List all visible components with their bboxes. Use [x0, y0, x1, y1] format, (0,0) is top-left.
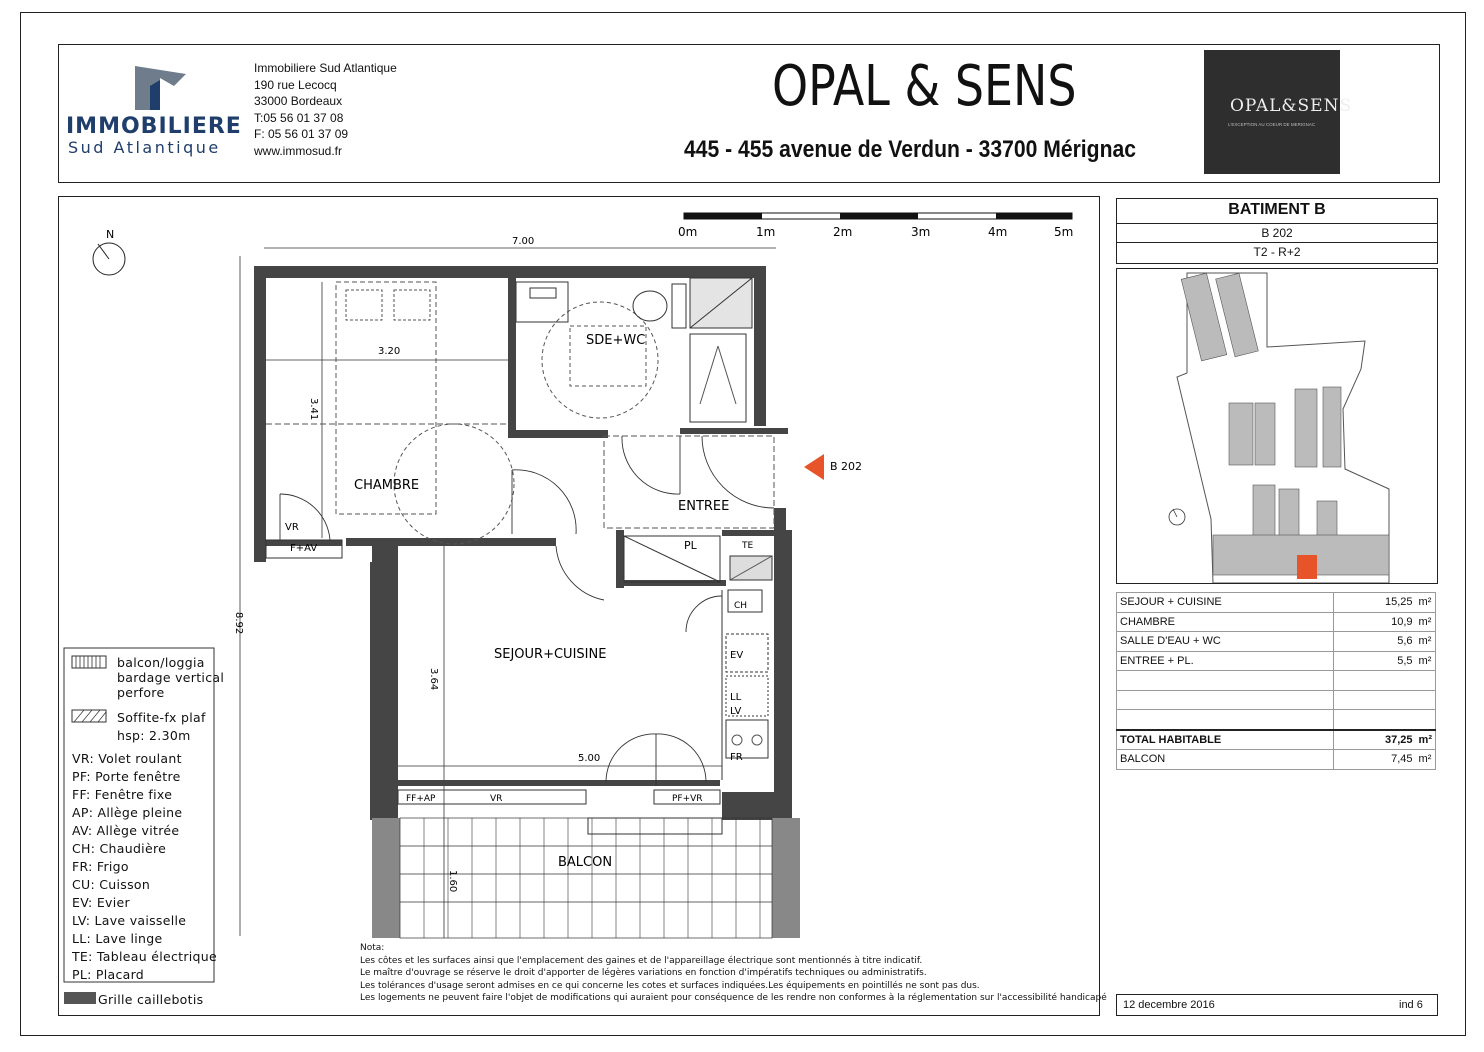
surface-area: 5,5 — [1333, 651, 1415, 671]
dim-living-height: 3.64 — [428, 668, 439, 691]
tag-ch: CH — [734, 601, 748, 611]
legend-abbr-ap: AP: Allège pleine — [72, 805, 183, 820]
surface-area: 10,9 — [1333, 612, 1415, 632]
scale-label-1: 1m — [756, 225, 776, 239]
unit-divider-2 — [1117, 242, 1437, 243]
tag-fav: F+AV — [290, 543, 318, 554]
legend-abbr-pf: PF: Porte fenêtre — [72, 769, 181, 784]
unit-divider-1 — [1117, 223, 1437, 224]
surface-unit: m² — [1416, 651, 1436, 671]
badge-sub-text: L'EXCEPTION AU COEUR DE MERIGNAC — [1228, 122, 1316, 127]
tag-lv: LV — [730, 706, 742, 717]
badge-main-text: OPAL&SENS — [1230, 96, 1353, 116]
walls — [254, 266, 792, 820]
legend-soffite-2: hsp: 2.30m — [117, 728, 191, 743]
building-label: BATIMENT B — [1228, 201, 1326, 218]
dim-left: 8.92 — [233, 612, 244, 635]
surface-area: 15,25 — [1333, 593, 1415, 613]
project-title: OPAL & SENS — [772, 54, 1077, 119]
balcon-unit: m² — [1416, 750, 1436, 770]
unit-type: T2 - R+2 — [1253, 245, 1301, 259]
notes-line-1: Les côtes et les surfaces ainsi que l'emplacement des gaines et de l'appareillage électrique sont mentionnés à titre indicatif. — [360, 955, 923, 966]
table-row — [1117, 651, 1436, 671]
legend-abbr-ll: LL: Lave linge — [72, 931, 163, 946]
legend-abbr-te: TE: Tableau électrique — [72, 949, 217, 964]
table-row — [1117, 612, 1436, 632]
dim-living-width: 5.00 — [578, 753, 601, 764]
dim-balcony: 1.60 — [447, 870, 458, 893]
table-row-empty — [1117, 690, 1436, 710]
surface-unit: m² — [1416, 612, 1436, 632]
tag-vr1: VR — [285, 522, 299, 533]
tag-pl: PL — [684, 539, 697, 552]
surfaces-table — [1116, 592, 1436, 770]
tag-vr2: VR — [490, 794, 503, 804]
legend-grille: Grille caillebotis — [98, 992, 204, 1007]
surface-area: 5,6 — [1333, 632, 1415, 652]
tag-pfvr: PF+VR — [672, 794, 703, 804]
table-row-balcon — [1117, 750, 1436, 770]
north-needle-icon — [98, 244, 109, 259]
table-row — [1117, 632, 1436, 652]
furniture — [266, 278, 774, 780]
north-label: N — [106, 228, 115, 241]
room-sejour: SEJOUR+CUISINE — [494, 647, 607, 662]
scale-label-0: 0m — [678, 225, 698, 239]
total-label: TOTAL HABITABLE — [1117, 730, 1334, 750]
room-balcon: BALCON — [558, 855, 613, 870]
table-row-empty — [1117, 671, 1436, 691]
tag-ev: EV — [730, 650, 744, 661]
tag-te: TE — [742, 541, 754, 551]
table-row-total — [1117, 730, 1436, 750]
scale-label-2: 2m — [833, 225, 853, 239]
scale-label-3: 3m — [911, 225, 931, 239]
legend-abbr-av: AV: Allège vitrée — [72, 823, 180, 838]
legend-abbr-ch: CH: Chaudière — [72, 841, 167, 856]
unit-number: B 202 — [1261, 226, 1293, 240]
legend-balcon-hatch — [76, 656, 100, 668]
scale-label-4: 4m — [988, 225, 1008, 239]
notes-heading: Nota: — [360, 943, 385, 953]
surface-room: ENTREE + PL. — [1117, 651, 1334, 671]
project-address: 445 - 455 avenue de Verdun - 33700 Mérignac — [684, 136, 1136, 163]
dim-bed-height: 3.41 — [308, 398, 319, 421]
room-sde: SDE+WC — [586, 333, 646, 348]
scale-label-5: 5m — [1054, 225, 1074, 239]
room-chambre: CHAMBRE — [354, 478, 420, 493]
surface-room: SALLE D'EAU + WC — [1117, 632, 1334, 652]
legend-balcon-2: bardage vertical — [117, 670, 225, 685]
notes-line-2: Le maître d'ouvrage se réserve le droit d'apporter de légères variations en fonction d'impératifs techniques ou administratifs. — [360, 968, 927, 978]
footer-box — [1116, 994, 1438, 1016]
table-row — [1117, 593, 1436, 613]
notes-line-4: Les logements ne peuvent faire l'objet de modifications qui auraient pour conséquence de les rendre non conformes à la réglementation sur l'accessibilité handicapé — [360, 993, 1107, 1003]
legend-balcon-swatch — [72, 656, 106, 668]
unit-marker-icon — [804, 454, 824, 480]
table-row-empty — [1117, 710, 1436, 730]
surface-unit: m² — [1416, 593, 1436, 613]
legend-abbr-lv: LV: Lave vaisselle — [72, 913, 187, 928]
surface-unit: m² — [1416, 632, 1436, 652]
company-address: Immobiliere Sud Atlantique 190 rue Lecocq 33000 Bordeaux T:05 56 01 37 08 F: 05 56 01 37 09 www.immosud.fr — [254, 61, 397, 158]
tag-ll: LL — [730, 692, 742, 703]
notes-block — [360, 942, 1107, 1005]
legend-balcon-3: perfore — [117, 685, 165, 700]
tag-ffap: FF+AP — [406, 794, 436, 804]
notes-line-3: Les tolérances d'usage seront admises en ce qui concerne les cotes et surfaces indiquées.Les équipements en pointillés ne sont pas dus. — [360, 980, 980, 991]
room-entree: ENTREE — [678, 499, 730, 514]
project-badge — [1204, 50, 1353, 174]
scale-bar — [678, 213, 1073, 239]
dim-top: 7.00 — [512, 236, 535, 247]
surface-room: SEJOUR + CUISINE — [1117, 593, 1334, 613]
legend-soffite-1: Soffite-fx plaf — [117, 710, 206, 725]
surface-room: CHAMBRE — [1117, 612, 1334, 632]
logo-line1: IMMOBILIERE — [66, 114, 242, 139]
total-area: 37,25 — [1333, 730, 1415, 750]
legend-balcon-1: balcon/loggia — [117, 655, 205, 670]
legend-abbr-fr: FR: Frigo — [72, 859, 129, 874]
footer-date: 12 decembre 2016 — [1123, 999, 1215, 1011]
balcon-label: BALCON — [1117, 750, 1334, 770]
site-plan — [1117, 269, 1437, 583]
site-plan-box — [1116, 268, 1438, 584]
total-unit: m² — [1416, 730, 1436, 750]
legend-grille-swatch — [64, 992, 96, 1004]
legend-abbr-vr: VR: Volet roulant — [72, 751, 182, 766]
dim-bed-width: 3.20 — [378, 346, 401, 357]
unit-marker-label: B 202 — [830, 460, 863, 473]
legend-abbr-cu: CU: Cuisson — [72, 877, 151, 892]
logo-line2: Sud Atlantique — [68, 138, 221, 157]
balcony-grid — [424, 818, 760, 938]
window-sills — [266, 540, 720, 804]
balcon-area: 7,45 — [1333, 750, 1415, 770]
tag-fr: FR — [730, 752, 743, 763]
footer-index: ind 6 — [1399, 999, 1423, 1011]
unit-header-box — [1116, 198, 1438, 264]
legend-abbr-ff: FF: Fenêtre fixe — [72, 787, 173, 802]
legend-abbr-pl: PL: Placard — [72, 967, 145, 982]
legend-abbr-ev: EV: Evier — [72, 895, 130, 910]
legend-soffite-swatch — [72, 710, 106, 722]
